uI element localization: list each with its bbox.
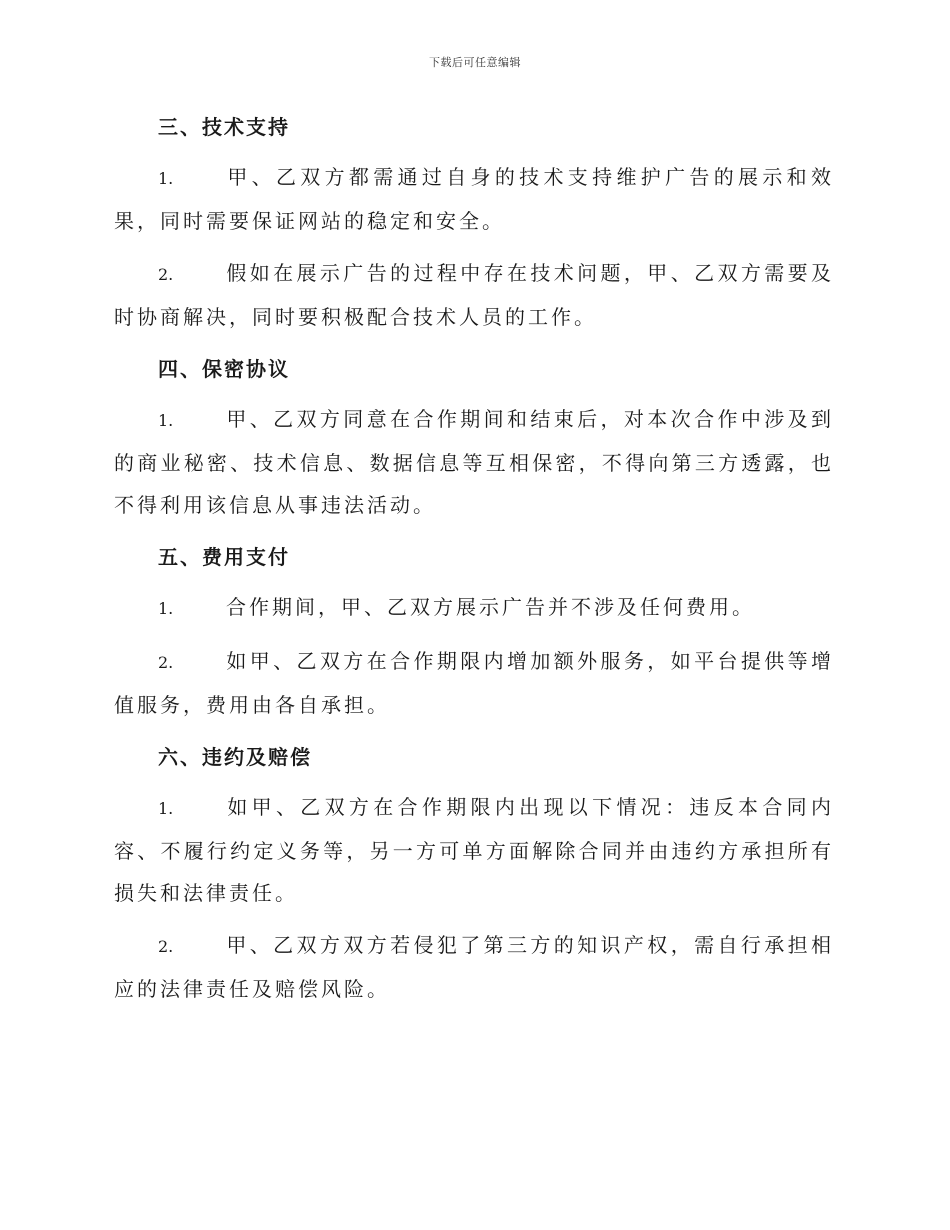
section-confidentiality	[114, 348, 834, 526]
clause	[114, 156, 834, 242]
clause-number: 1.	[158, 169, 174, 188]
clause	[114, 924, 834, 1010]
clause	[114, 252, 834, 338]
clause-number: 2.	[158, 653, 174, 672]
section-breach-compensation	[114, 736, 834, 1010]
clause-text: 甲、乙双方双方若侵犯了第三方的知识产权，需自行承担相应的法律责任及赔偿风险。	[114, 933, 834, 1001]
section-heading: 三、技术支持	[158, 115, 290, 139]
clause-number: 1.	[158, 799, 174, 818]
section-heading: 六、违约及赔偿	[158, 745, 312, 769]
clause-number: 2.	[158, 937, 174, 956]
section-heading: 五、费用支付	[158, 545, 290, 569]
clause	[114, 398, 834, 526]
clause	[114, 786, 834, 914]
clause-text: 如甲、乙双方在合作期限内增加额外服务，如平台提供等增值服务，费用由各自承担。	[114, 649, 834, 717]
document-body	[114, 106, 834, 1020]
clause-text: 甲、乙双方都需通过自身的技术支持维护广告的展示和效果，同时需要保证网站的稳定和安全。	[114, 165, 834, 233]
page-header: 下载后可任意编辑	[429, 56, 521, 69]
clause	[114, 640, 834, 726]
clause-number: 1.	[158, 411, 174, 430]
section-tech-support	[114, 106, 834, 338]
clause	[114, 586, 834, 630]
section-heading: 四、保密协议	[158, 357, 290, 381]
clause-text: 合作期间，甲、乙双方展示广告并不涉及任何费用。	[226, 595, 755, 619]
section-fee-payment	[114, 536, 834, 726]
clause-number: 2.	[158, 265, 174, 284]
clause-text: 如甲、乙双方在合作期限内出现以下情况：违反本合同内容、不履行约定义务等，另一方可单方面解除合同并由违约方承担所有损失和法律责任。	[114, 795, 834, 905]
clause-text: 假如在展示广告的过程中存在技术问题，甲、乙双方需要及时协商解决，同时要积极配合技术人员的工作。	[114, 261, 834, 329]
clause-text: 甲、乙双方同意在合作期间和结束后，对本次合作中涉及到的商业秘密、技术信息、数据信息等互相保密，不得向第三方透露，也不得利用该信息从事违法活动。	[114, 407, 834, 517]
clause-number: 1.	[158, 599, 174, 618]
